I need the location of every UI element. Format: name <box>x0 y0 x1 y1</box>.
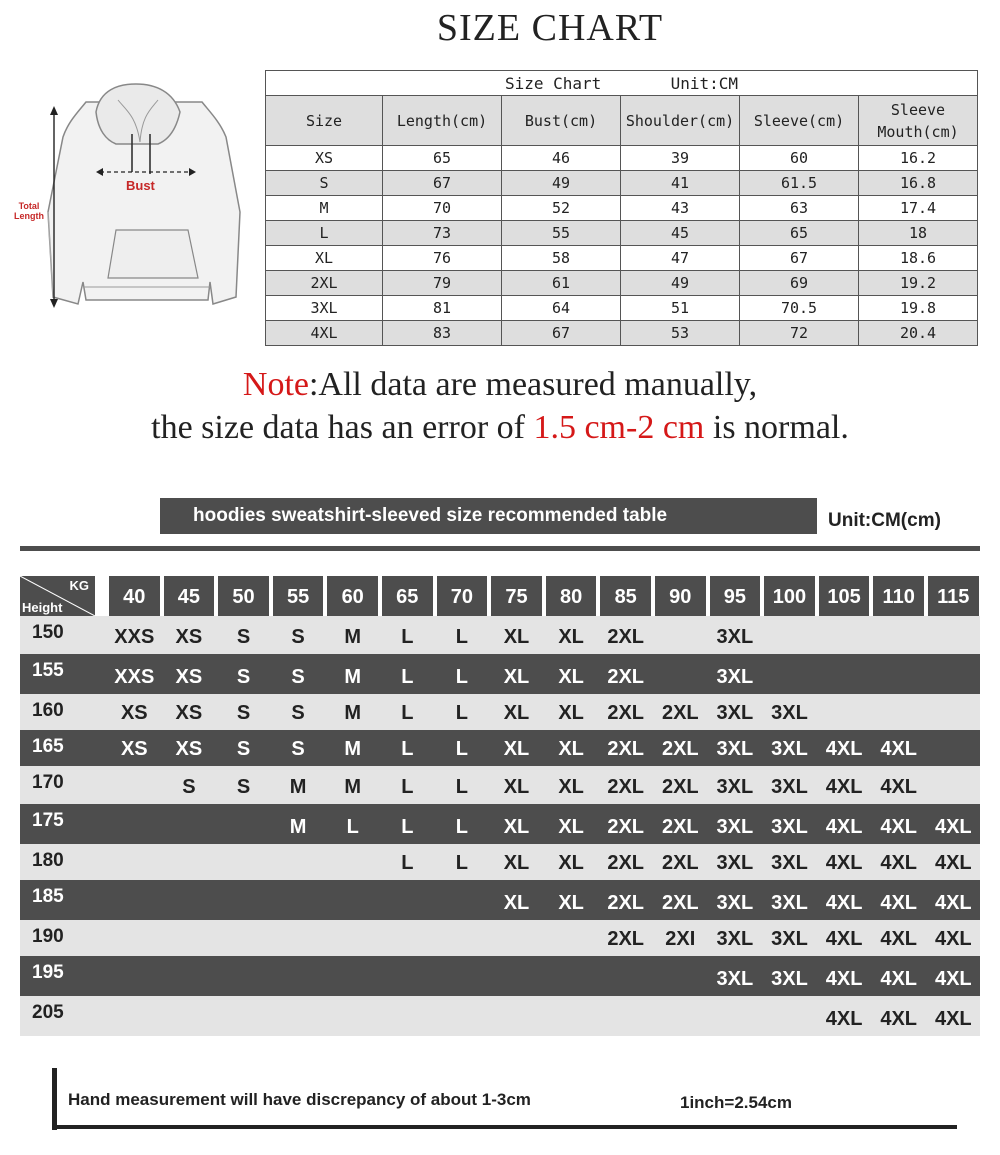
size-recommend-cell: 3XL <box>716 816 754 838</box>
weight-header-cell: 40 <box>109 576 160 616</box>
size-table-unit: Unit:CM <box>670 73 739 93</box>
row-height-label: 190 <box>32 926 64 947</box>
size-table-cell: 79 <box>383 271 502 296</box>
row-height-label: 205 <box>32 1002 64 1023</box>
size-table-row <box>266 296 978 321</box>
size-recommend-cell: XL <box>503 666 530 688</box>
size-recommend-cell: XXS <box>114 626 155 648</box>
size-table-body <box>266 146 978 346</box>
size-table-caption <box>266 71 978 96</box>
size-recommend-cell: 2XL <box>607 816 645 838</box>
size-recommend-cell: 2XL <box>607 852 645 874</box>
size-recommend-cell: L <box>346 816 359 838</box>
size-table-row <box>266 246 978 271</box>
size-recommend-cell: 4XL <box>825 816 863 838</box>
size-recommend-cell: XS <box>175 626 203 648</box>
size-recommend-cell: XS <box>175 666 203 688</box>
size-table-cell: 83 <box>383 321 502 346</box>
size-recommend-cell: S <box>182 776 196 798</box>
size-recommend-cell: L <box>455 666 468 688</box>
note-line-2 <box>0 406 1000 449</box>
size-table-cell: 69 <box>740 271 859 296</box>
weight-header-cell: 90 <box>655 576 706 616</box>
row-height-label: 180 <box>32 850 64 871</box>
size-table-cell: 19.8 <box>859 296 978 321</box>
size-table-cell: 18.6 <box>859 246 978 271</box>
weight-header-cell: 75 <box>491 576 542 616</box>
corner-cell <box>20 576 95 616</box>
size-table-cell: 46 <box>502 146 621 171</box>
size-recommend-cell: XS <box>120 702 148 724</box>
size-recommend-cell: S <box>236 626 251 648</box>
row-height-label: 195 <box>32 962 64 983</box>
size-recommend-cell: M <box>344 626 362 648</box>
size-chart-table <box>265 70 978 346</box>
size-recommend-cell: 4XL <box>934 968 972 990</box>
size-recommend-cell: 4XL <box>825 852 863 874</box>
size-recommend-cell: XL <box>558 892 584 914</box>
weight-header-cell: 95 <box>710 576 761 616</box>
size-recommend-cell: XS <box>120 738 148 760</box>
divider-rule <box>20 546 980 551</box>
size-recommend-cell: 2XL <box>607 776 645 798</box>
recommend-row <box>20 844 980 880</box>
size-table-cell: 76 <box>383 246 502 271</box>
note-label: Note <box>242 366 309 403</box>
size-recommend-cell: L <box>401 666 414 688</box>
size-table-cell: 3XL <box>266 296 383 321</box>
size-table-cell: 70 <box>383 196 502 221</box>
header-sleeve: Sleeve(cm) <box>740 96 859 146</box>
row-height-label: 170 <box>32 772 64 793</box>
size-table-cell: 61.5 <box>740 171 859 196</box>
size-table-cell: 20.4 <box>859 321 978 346</box>
size-table-cell: 63 <box>740 196 859 221</box>
size-recommend-cell: XL <box>558 738 584 760</box>
total-length-line2: Length <box>14 211 44 221</box>
recommend-row <box>20 730 980 766</box>
header-sleeve-mouth-line2: Mouth(cm) <box>877 122 959 141</box>
size-table-header-row <box>266 96 978 146</box>
size-recommend-cell: S <box>291 666 305 688</box>
size-recommend-cell: L <box>455 626 468 648</box>
size-recommend-cell: XL <box>558 702 584 724</box>
size-recommend-cell: 4XL <box>934 852 972 874</box>
size-table-cell: 61 <box>502 271 621 296</box>
size-recommend-cell: 2XL <box>661 892 699 914</box>
size-recommend-cell: 3XL <box>771 892 808 914</box>
size-table-cell: 67 <box>383 171 502 196</box>
size-recommend-cell: 4XL <box>880 928 918 950</box>
size-recommend-cell: 2XL <box>607 702 645 724</box>
size-table-cell: 43 <box>621 196 740 221</box>
size-table-cell: 58 <box>502 246 621 271</box>
size-recommend-cell: 4XL <box>934 892 972 914</box>
size-recommend-cell: XXS <box>114 666 155 688</box>
size-recommend-cell: XL <box>503 892 530 914</box>
row-height-label: 165 <box>32 736 64 757</box>
size-recommend-cell: L <box>455 738 468 760</box>
weight-header-cell: 45 <box>164 576 215 616</box>
header-shoulder: Shoulder(cm) <box>621 96 740 146</box>
size-recommend-cell: 4XL <box>880 776 918 798</box>
header-size: Size <box>266 96 383 146</box>
size-table-cell: 65 <box>740 221 859 246</box>
size-recommend-cell: 4XL <box>880 738 918 760</box>
size-table-cell: M <box>266 196 383 221</box>
recommend-row <box>20 766 980 804</box>
recommend-row <box>20 920 980 956</box>
size-table-cell: 16.2 <box>859 146 978 171</box>
size-table-cell: 72 <box>740 321 859 346</box>
size-table-cell: 18 <box>859 221 978 246</box>
row-height-label: 150 <box>32 622 64 643</box>
size-recommend-cell: XL <box>558 776 584 798</box>
size-recommend-cell: 2XL <box>607 666 645 688</box>
size-recommend-cell: 2XL <box>661 702 699 724</box>
size-table-cell: 47 <box>621 246 740 271</box>
size-recommend-cell: 4XL <box>825 1008 863 1030</box>
corner-height-label: Height <box>22 600 63 615</box>
size-recommend-cell: XL <box>503 702 530 724</box>
size-table-cell: 81 <box>383 296 502 321</box>
size-recommend-cell: M <box>344 776 362 798</box>
size-recommend-cell: 3XL <box>771 852 808 874</box>
size-recommend-cell: XL <box>558 626 584 648</box>
size-recommend-cell: 3XL <box>716 776 754 798</box>
size-table-cell: 39 <box>621 146 740 171</box>
size-recommend-cell: 3XL <box>716 968 754 990</box>
note-line2-post: is normal. <box>704 409 849 446</box>
size-recommend-cell: S <box>236 702 251 724</box>
recommend-row <box>20 996 980 1036</box>
recommend-row <box>20 654 980 694</box>
size-recommend-cell: 2XL <box>661 776 699 798</box>
size-table-cell: 53 <box>621 321 740 346</box>
size-recommend-cell: S <box>236 666 251 688</box>
size-recommend-cell: 3XL <box>716 892 754 914</box>
total-length-label <box>8 201 50 221</box>
size-recommend-cell: L <box>401 738 414 760</box>
footer-discrepancy-note: Hand measurement will have discrepancy of about 1-3cm <box>68 1090 531 1109</box>
size-recommend-cell: S <box>291 626 305 648</box>
note-line2-pre: the size data has an error of <box>151 409 534 446</box>
size-recommend-cell: M <box>289 816 307 838</box>
size-recommend-cell: L <box>401 852 414 874</box>
header-sleeve-mouth <box>859 96 978 146</box>
size-table-cell: 67 <box>502 321 621 346</box>
weight-header-cell: 60 <box>327 576 378 616</box>
size-recommend-cell: 3XL <box>716 928 754 950</box>
size-table-cell: 49 <box>621 271 740 296</box>
size-recommend-cell: XL <box>503 816 530 838</box>
recommend-unit: Unit:CM(cm) <box>828 510 941 531</box>
weight-header-cell: 105 <box>819 576 870 616</box>
size-recommend-cell: XL <box>503 852 530 874</box>
size-recommend-cell: 4XL <box>825 928 863 950</box>
recommend-row <box>20 616 980 654</box>
size-recommend-cell: M <box>344 738 362 760</box>
size-recommend-cell: 3XL <box>771 816 808 838</box>
size-recommend-cell: 3XL <box>771 968 808 990</box>
recommend-row <box>20 694 980 730</box>
size-recommend-cell: S <box>291 702 305 724</box>
size-recommend-cell: S <box>236 738 251 760</box>
size-recommend-cell: L <box>401 626 414 648</box>
size-table-caption-text: Size Chart <box>504 73 602 93</box>
size-table-cell: 45 <box>621 221 740 246</box>
size-table-cell: S <box>266 171 383 196</box>
size-recommend-cell: L <box>455 816 468 838</box>
recommend-banner: hoodies sweatshirt-sleeved size recommended table <box>160 498 817 534</box>
size-recommend-cell: 3XL <box>716 738 754 760</box>
size-recommend-cell: L <box>401 702 414 724</box>
note-line1-text: :All data are measured manually, <box>308 366 758 403</box>
size-recommend-cell: 3XL <box>771 776 808 798</box>
size-table-row <box>266 196 978 221</box>
row-height-label: 160 <box>32 700 64 721</box>
size-recommend-cell: 4XL <box>880 852 918 874</box>
size-recommend-cell: 4XL <box>934 1008 972 1030</box>
size-table-cell: 2XL <box>266 271 383 296</box>
header-bust: Bust(cm) <box>502 96 621 146</box>
size-recommend-cell: 2XI <box>665 928 696 950</box>
size-recommend-cell: 4XL <box>934 816 972 838</box>
footer-inch-conversion: 1inch=2.54cm <box>680 1093 792 1112</box>
size-recommend-cell: XL <box>558 852 584 874</box>
size-recommend-cell: XL <box>503 776 530 798</box>
size-table-cell: 60 <box>740 146 859 171</box>
weight-header-cell: 80 <box>546 576 597 616</box>
note-line-1 <box>0 363 1000 406</box>
note-error-range: 1.5 cm-2 cm <box>533 409 705 446</box>
size-recommend-cell: XL <box>503 738 530 760</box>
row-height-label: 185 <box>32 886 64 907</box>
size-table-cell: 19.2 <box>859 271 978 296</box>
size-recommend-cell: L <box>455 852 468 874</box>
size-recommend-cell: 3XL <box>716 666 754 688</box>
size-recommend-cell: S <box>236 776 251 798</box>
header-sleeve-mouth-line1: Sleeve <box>890 100 946 119</box>
size-recommend-cell: 4XL <box>825 776 863 798</box>
size-table-caption-row <box>266 71 978 96</box>
size-table-cell: XL <box>266 246 383 271</box>
size-table-cell: 67 <box>740 246 859 271</box>
weight-header-cell: 50 <box>218 576 269 616</box>
size-table-cell: 55 <box>502 221 621 246</box>
size-recommend-cell: 4XL <box>934 928 972 950</box>
weight-header-cell: 65 <box>382 576 433 616</box>
total-length-line1: Total <box>18 201 40 211</box>
size-recommend-cell: 2XL <box>661 816 699 838</box>
size-table-cell: 4XL <box>266 321 383 346</box>
size-recommend-cell: 4XL <box>880 816 918 838</box>
size-recommend-cell: 3XL <box>716 702 754 724</box>
size-table-cell: 49 <box>502 171 621 196</box>
size-recommend-cell: 4XL <box>825 968 863 990</box>
footer-bracket-horizontal <box>52 1125 957 1129</box>
size-table-cell: 70.5 <box>740 296 859 321</box>
size-recommend-cell: 2XL <box>607 928 645 950</box>
page-title: SIZE CHART <box>436 7 664 49</box>
size-recommend-cell: 2XL <box>607 626 645 648</box>
size-table-row <box>266 146 978 171</box>
size-table-cell: 73 <box>383 221 502 246</box>
size-table-row <box>266 221 978 246</box>
footer-bracket-vertical <box>52 1068 57 1130</box>
size-recommend-cell: M <box>344 666 362 688</box>
size-table-cell: 41 <box>621 171 740 196</box>
size-recommend-cell: 4XL <box>825 738 863 760</box>
size-recommend-cell: XS <box>175 738 203 760</box>
size-recommend-cell: M <box>344 702 362 724</box>
size-recommend-cell: XL <box>558 666 584 688</box>
recommend-row <box>20 804 980 844</box>
size-recommend-cell: 3XL <box>716 626 754 648</box>
weight-header-cell: 85 <box>600 576 651 616</box>
size-recommend-cell: L <box>455 776 468 798</box>
weight-header-cell: 70 <box>437 576 488 616</box>
weight-header-row <box>20 576 980 616</box>
size-recommend-cell: 3XL <box>716 852 754 874</box>
size-table-row <box>266 271 978 296</box>
size-recommend-cell: XS <box>175 702 203 724</box>
size-recommend-cell: S <box>291 738 305 760</box>
size-table-cell: 51 <box>621 296 740 321</box>
corner-kg-label: KG <box>69 578 89 593</box>
note-block <box>0 363 1000 449</box>
row-height-label: 175 <box>32 810 64 831</box>
size-recommend-cell: L <box>455 702 468 724</box>
row-height-label: 155 <box>32 660 64 681</box>
size-recommend-cell: XL <box>558 816 584 838</box>
weight-header-cell: 115 <box>928 576 979 616</box>
size-table-cell: 65 <box>383 146 502 171</box>
size-table-cell: 52 <box>502 196 621 221</box>
weight-header-cell: 55 <box>273 576 324 616</box>
size-recommend-cell: 3XL <box>771 738 808 760</box>
size-recommend-cell: 3XL <box>771 928 808 950</box>
size-recommend-cell: 2XL <box>607 892 645 914</box>
weight-header-cell: 100 <box>764 576 815 616</box>
size-recommend-cell: 3XL <box>771 702 808 724</box>
size-recommend-cell: 4XL <box>825 892 863 914</box>
recommend-row <box>20 880 980 920</box>
size-recommend-cell: L <box>401 816 414 838</box>
size-table-cell: 17.4 <box>859 196 978 221</box>
size-recommend-cell: L <box>401 776 414 798</box>
size-recommend-cell: 4XL <box>880 892 918 914</box>
size-recommend-cell: 2XL <box>661 852 699 874</box>
bust-label: Bust <box>126 178 155 193</box>
size-recommend-cell: 2XL <box>607 738 645 760</box>
size-recommend-cell: M <box>289 776 307 798</box>
size-table-cell: L <box>266 221 383 246</box>
size-recommend-cell: 2XL <box>661 738 699 760</box>
header-length: Length(cm) <box>383 96 502 146</box>
size-table-cell: XS <box>266 146 383 171</box>
size-recommend-cell: XL <box>503 626 530 648</box>
weight-header-cell: 110 <box>873 576 924 616</box>
size-table-row <box>266 171 978 196</box>
size-table-cell: 64 <box>502 296 621 321</box>
size-table-cell: 16.8 <box>859 171 978 196</box>
size-recommend-cell: 4XL <box>880 1008 918 1030</box>
size-table-row <box>266 321 978 346</box>
recommend-row <box>20 956 980 996</box>
size-recommend-cell: 4XL <box>880 968 918 990</box>
hoodie-illustration <box>8 82 258 322</box>
